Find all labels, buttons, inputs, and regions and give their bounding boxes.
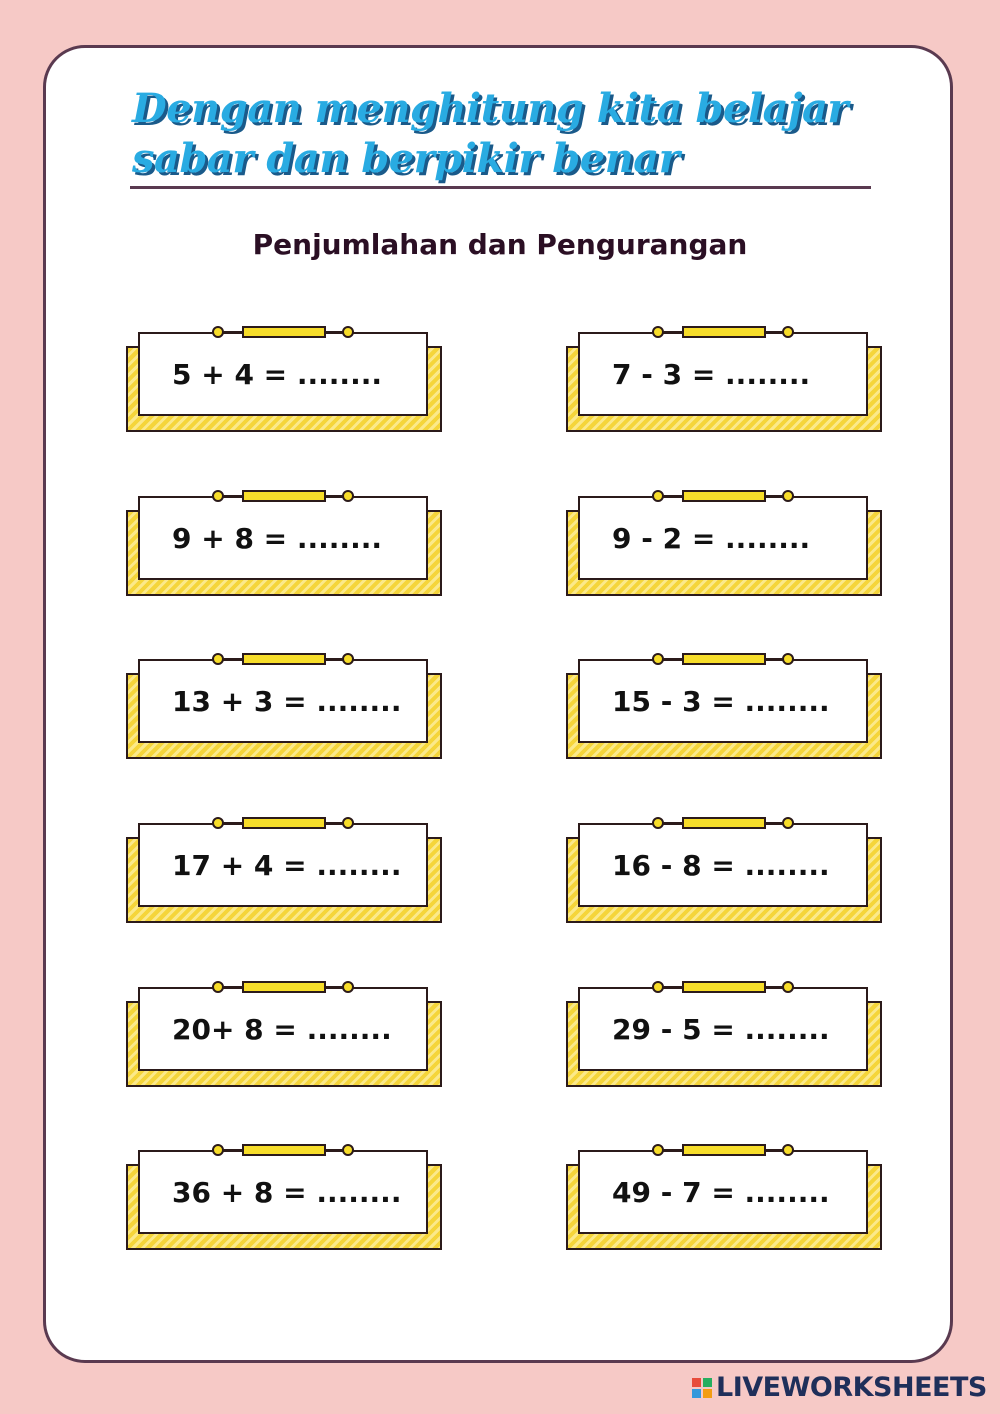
clip-wire — [326, 1149, 342, 1151]
clip-dot-icon — [342, 1144, 354, 1156]
addition-problem-text[interactable]: 20+ 8 = ........ — [172, 1013, 392, 1046]
clip-wire — [224, 331, 242, 333]
clip-wire — [326, 986, 342, 988]
clip-wire — [766, 822, 782, 824]
clip-dot-icon — [342, 653, 354, 665]
addition-problem-card — [126, 326, 446, 436]
clip-dot-icon — [652, 1144, 664, 1156]
addition-problem-text[interactable]: 17 + 4 = ........ — [172, 849, 402, 882]
clip-bar — [242, 653, 326, 665]
clip-bar — [682, 653, 766, 665]
clip-dot-icon — [212, 1144, 224, 1156]
clip-wire — [664, 658, 682, 660]
clip-wire — [224, 1149, 242, 1151]
clip-dot-icon — [342, 981, 354, 993]
clip-dot-icon — [342, 326, 354, 338]
addition-problem-text[interactable]: 9 + 8 = ........ — [172, 522, 382, 555]
addition-problem-card — [126, 817, 446, 927]
clip-wire — [224, 495, 242, 497]
addition-problem-card — [126, 981, 446, 1091]
clip-wire — [766, 495, 782, 497]
clip-bar — [242, 817, 326, 829]
addition-problem-card — [126, 653, 446, 763]
subtraction-problem-card — [566, 326, 886, 436]
headline — [132, 84, 932, 184]
liveworksheets-logo — [692, 1372, 987, 1403]
clip-wire — [326, 658, 342, 660]
subtraction-problem-card — [566, 1144, 886, 1254]
clip-dot-icon — [782, 817, 794, 829]
clip-wire — [224, 986, 242, 988]
clip-bar — [242, 1144, 326, 1156]
clip-dot-icon — [342, 817, 354, 829]
headline-line-1: Dengan menghitung kita belajar — [132, 85, 848, 132]
clip-wire — [766, 331, 782, 333]
clip-wire — [664, 495, 682, 497]
clip-dot-icon — [342, 490, 354, 502]
addition-problem-card — [126, 1144, 446, 1254]
logo-blocks-icon — [692, 1378, 712, 1398]
clip-bar — [242, 326, 326, 338]
clip-dot-icon — [212, 653, 224, 665]
subtraction-problem-text[interactable]: 7 - 3 = ........ — [612, 358, 811, 391]
clip-dot-icon — [782, 653, 794, 665]
subtraction-problem-card — [566, 653, 886, 763]
clip-bar — [682, 817, 766, 829]
worksheet-subtitle: Penjumlahan dan Pengurangan — [252, 228, 748, 261]
subtraction-problem-text[interactable]: 15 - 3 = ........ — [612, 685, 830, 718]
clip-wire — [326, 495, 342, 497]
clip-wire — [664, 986, 682, 988]
subtraction-problem-card — [566, 817, 886, 927]
clip-wire — [326, 331, 342, 333]
clip-dot-icon — [782, 981, 794, 993]
clip-dot-icon — [652, 817, 664, 829]
clip-dot-icon — [652, 981, 664, 993]
clip-dot-icon — [782, 490, 794, 502]
clip-bar — [682, 490, 766, 502]
clip-wire — [664, 331, 682, 333]
clip-dot-icon — [652, 326, 664, 338]
clip-bar — [242, 981, 326, 993]
subtraction-problem-card — [566, 981, 886, 1091]
addition-problem-text[interactable]: 36 + 8 = ........ — [172, 1176, 402, 1209]
clip-wire — [766, 986, 782, 988]
clip-wire — [766, 1149, 782, 1151]
subtraction-problem-card — [566, 490, 886, 600]
clip-wire — [664, 822, 682, 824]
clip-wire — [224, 658, 242, 660]
headline-line-2: sabar dan berpikir benar — [132, 135, 680, 182]
clip-wire — [766, 658, 782, 660]
clip-wire — [224, 822, 242, 824]
clip-dot-icon — [782, 326, 794, 338]
clip-bar — [682, 1144, 766, 1156]
logo-wordmark: LIVEWORKSHEETS — [716, 1372, 987, 1403]
headline-divider — [130, 186, 871, 189]
addition-problem-text[interactable]: 5 + 4 = ........ — [172, 358, 382, 391]
subtraction-problem-text[interactable]: 9 - 2 = ........ — [612, 522, 811, 555]
clip-dot-icon — [782, 1144, 794, 1156]
subtraction-problem-text[interactable]: 49 - 7 = ........ — [612, 1176, 830, 1209]
clip-dot-icon — [212, 490, 224, 502]
clip-bar — [682, 981, 766, 993]
clip-wire — [664, 1149, 682, 1151]
subtraction-problem-text[interactable]: 16 - 8 = ........ — [612, 849, 830, 882]
clip-bar — [682, 326, 766, 338]
clip-dot-icon — [652, 490, 664, 502]
addition-problem-card — [126, 490, 446, 600]
clip-dot-icon — [652, 653, 664, 665]
subtraction-problem-text[interactable]: 29 - 5 = ........ — [612, 1013, 830, 1046]
clip-dot-icon — [212, 326, 224, 338]
addition-problem-text[interactable]: 13 + 3 = ........ — [172, 685, 402, 718]
clip-wire — [326, 822, 342, 824]
clip-bar — [242, 490, 326, 502]
clip-dot-icon — [212, 981, 224, 993]
clip-dot-icon — [212, 817, 224, 829]
